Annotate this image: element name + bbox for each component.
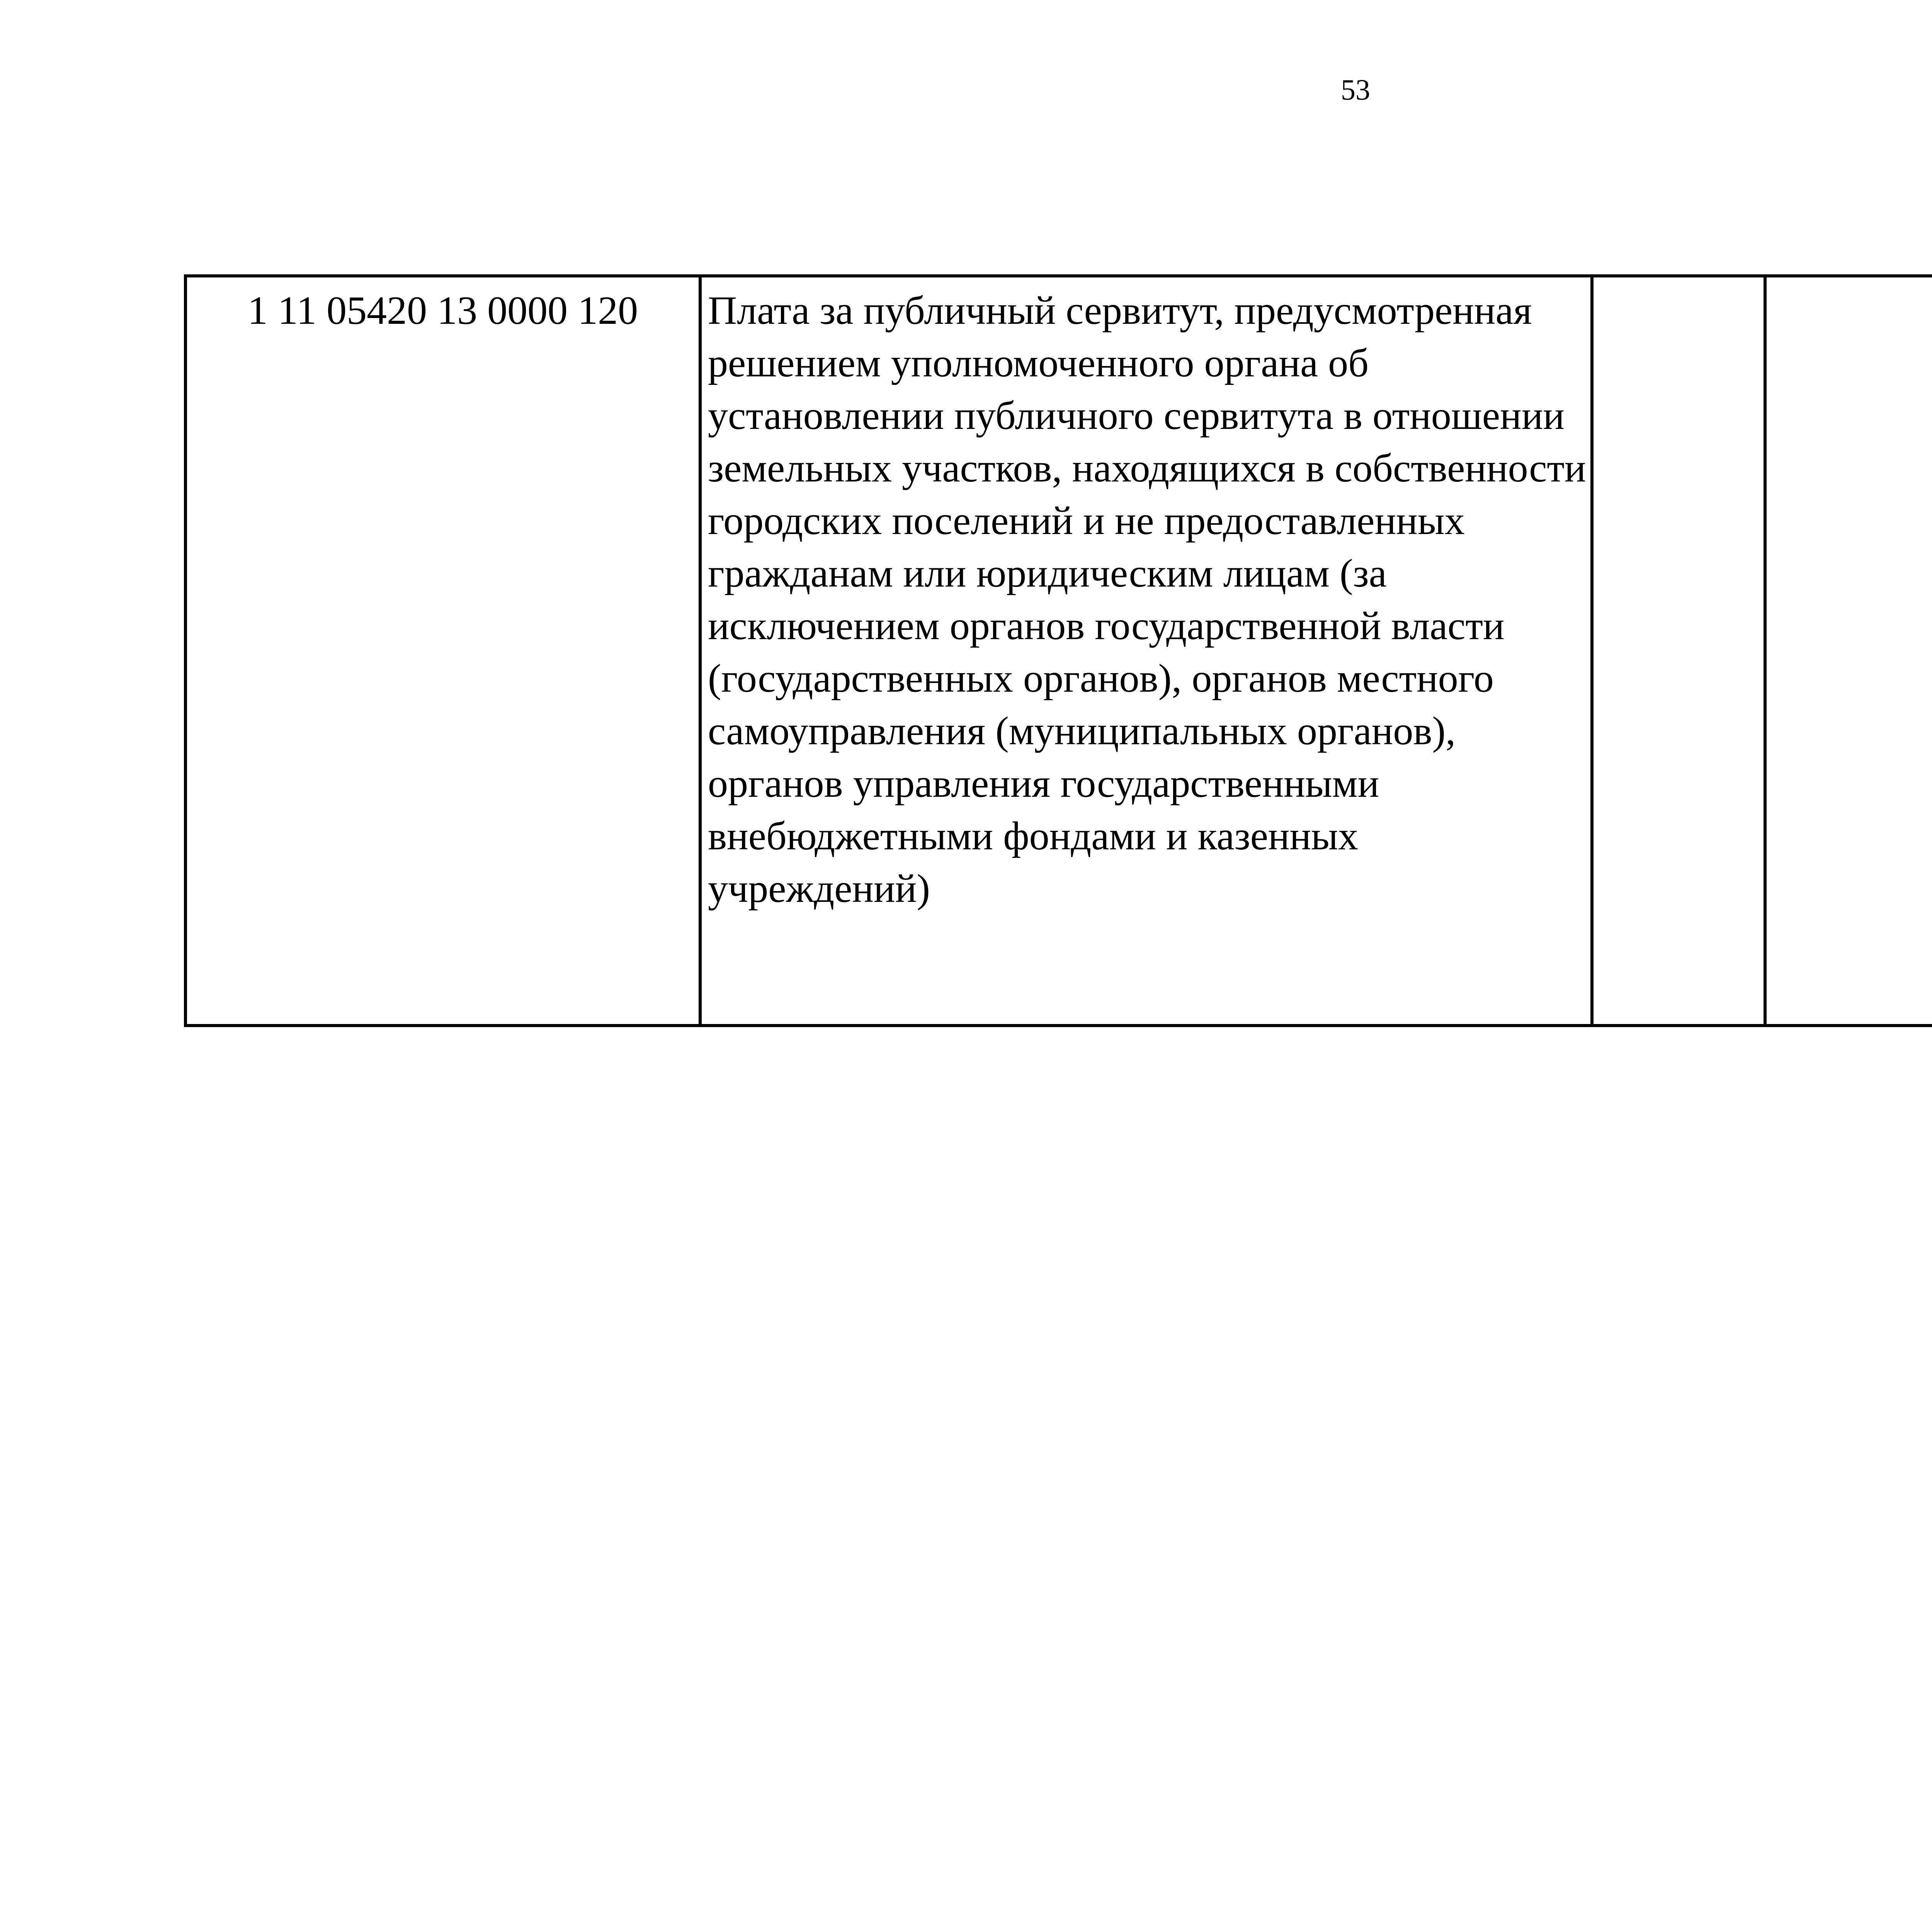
page-number: 53 bbox=[1341, 74, 1370, 106]
budget-table bbox=[184, 274, 1932, 1027]
table-row bbox=[185, 276, 1932, 1026]
empty-cell-4 bbox=[1765, 276, 1932, 1026]
empty-cell-3 bbox=[1592, 276, 1765, 1026]
revenue-description-cell: Плата за публичный сервитут, предусмотренная решением уполномоченного органа об установлении публичного сервитута в отношении земельных участков, находящихся в собственности городских поселений и не предоставленных гражданам или юридическим лицам (за исключением органов государственной власти (государственных органов), органов местного самоуправления (муниципальных органов), органов управления государственными внебюджетными фондами и казенных учреждений) bbox=[700, 276, 1592, 1026]
revenue-code-cell: 1 11 05420 13 0000 120 bbox=[185, 276, 700, 1026]
